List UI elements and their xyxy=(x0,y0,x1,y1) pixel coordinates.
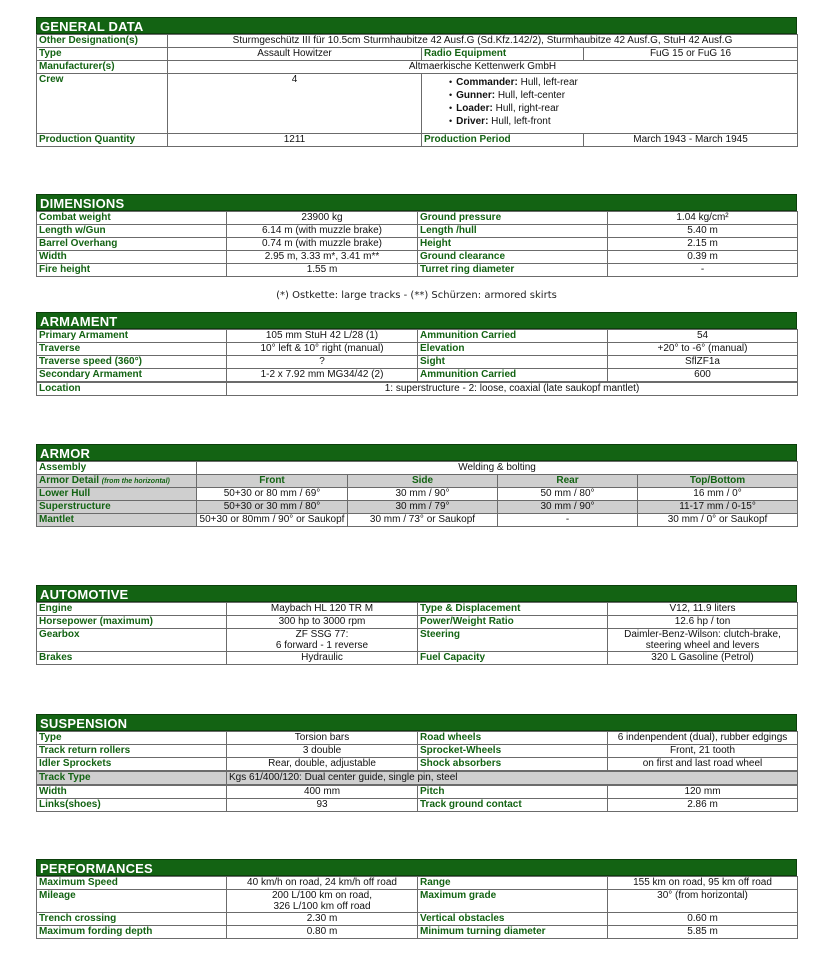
row-value: 23900 kg xyxy=(227,212,418,225)
row-label: Assembly xyxy=(37,462,197,475)
row-value: 50 mm / 80° xyxy=(498,488,638,501)
automotive-section xyxy=(36,585,797,665)
crew-count-value: 4 xyxy=(168,74,422,134)
general-data-section xyxy=(36,17,797,147)
dimensions-title: DIMENSIONS xyxy=(36,194,797,211)
table-row xyxy=(37,264,798,277)
automotive-table xyxy=(36,602,798,665)
row-value: SflZF1a xyxy=(608,356,798,369)
row-value: Maybach HL 120 TR M xyxy=(227,603,418,616)
crew-role: Loader: xyxy=(456,103,493,114)
production-period-value: March 1943 - March 1945 xyxy=(584,134,798,147)
row-value: 30 mm / 73° or Saukopf xyxy=(348,514,498,527)
crew-role: Driver: xyxy=(456,116,489,127)
track-type-value: Kgs 61/400/120: Dual center guide, single pin, steel xyxy=(227,772,798,785)
row-value: Torsion bars xyxy=(227,732,418,745)
row-value: 2.86 m xyxy=(608,799,798,812)
suspension-table-2 xyxy=(36,785,798,812)
armament-section xyxy=(36,312,797,396)
armor-section xyxy=(36,444,797,527)
row-value: Front, 21 tooth xyxy=(608,745,798,758)
crew-role: Gunner: xyxy=(456,90,496,101)
row-label: Ground clearance xyxy=(418,251,608,264)
row-label: Production Quantity xyxy=(37,134,168,147)
row-label: Length w/Gun xyxy=(37,225,227,238)
row-label: Horsepower (maximum) xyxy=(37,616,227,629)
row-label: Track Type xyxy=(37,772,227,785)
location-value: 1: superstructure - 2: loose, coaxial (late saukopf mantlet) xyxy=(227,383,798,396)
row-label: Maximum fording depth xyxy=(37,926,227,939)
armor-detail-text: Armor Detail xyxy=(39,475,100,486)
row-label: Engine xyxy=(37,603,227,616)
row-label: Sprocket-Wheels xyxy=(418,745,608,758)
row-value: 1.55 m xyxy=(227,264,418,277)
row-label: Vertical obstacles xyxy=(418,913,608,926)
production-qty-value: 1211 xyxy=(168,134,422,147)
row-value: 50+30 or 80mm / 90° or Saukopf xyxy=(197,514,348,527)
armor-column-header: Rear xyxy=(498,475,638,488)
general-data-table xyxy=(36,34,798,147)
row-value: 0.39 m xyxy=(608,251,798,264)
row-value: 6.14 m (with muzzle brake) xyxy=(227,225,418,238)
row-value: 320 L Gasoline (Petrol) xyxy=(608,652,798,665)
radio-value: FuG 15 or FuG 16 xyxy=(584,48,798,61)
armor-column-header: Side xyxy=(348,475,498,488)
table-row xyxy=(37,212,798,225)
row-value: 400 mm xyxy=(227,786,418,799)
row-value: 30 mm / 90° xyxy=(498,501,638,514)
row-value: 30 mm / 90° xyxy=(348,488,498,501)
row-value: 30° (from horizontal) xyxy=(608,890,798,913)
row-value: 40 km/h on road, 24 km/h off road xyxy=(227,877,418,890)
row-label: Links(shoes) xyxy=(37,799,227,812)
row-value: 155 km on road, 95 km off road xyxy=(608,877,798,890)
row-label: Type xyxy=(37,48,168,61)
row-value: 300 hp to 3000 rpm xyxy=(227,616,418,629)
crew-member: • Driver: Hull, left-front xyxy=(449,115,795,128)
manufacturer-value: Altmaerkische Kettenwerk GmbH xyxy=(168,61,798,74)
dimensions-note: (*) Ostkette: large tracks - (**) Schürzen: armored skirts xyxy=(276,290,557,301)
row-value: 6 indenpendent (dual), rubber edgings xyxy=(608,732,798,745)
table-row xyxy=(37,488,798,501)
row-value: 5.40 m xyxy=(608,225,798,238)
row-label: Length /hull xyxy=(418,225,608,238)
row-label: Minimum turning diameter xyxy=(418,926,608,939)
row-label: Idler Sprockets xyxy=(37,758,227,771)
row-label: Shock absorbers xyxy=(418,758,608,771)
table-row xyxy=(37,732,798,745)
table-row xyxy=(37,877,798,890)
row-value: 105 mm StuH 42 L/28 (1) xyxy=(227,330,418,343)
row-value: 50+30 or 80 mm / 69° xyxy=(197,488,348,501)
row-label: Track return rollers xyxy=(37,745,227,758)
row-value: 200 L/100 km on road, 326 L/100 km off road xyxy=(227,890,418,913)
row-value: Daimler-Benz-Wilson: clutch-brake, steering wheel and levers xyxy=(608,629,798,652)
row-label: Sight xyxy=(418,356,608,369)
crew-member: • Commander: Hull, left-rear xyxy=(449,76,795,89)
row-value: 5.85 m xyxy=(608,926,798,939)
table-row xyxy=(37,356,798,369)
row-label: Combat weight xyxy=(37,212,227,225)
armament-location-table xyxy=(36,382,798,396)
row-label: Pitch xyxy=(418,786,608,799)
row-label: Location xyxy=(37,383,227,396)
row-label: Fuel Capacity xyxy=(418,652,608,665)
crew-member: • Loader: Hull, right-rear xyxy=(449,102,795,115)
performances-table xyxy=(36,876,798,939)
row-value: 12.6 hp / ton xyxy=(608,616,798,629)
row-label: Mileage xyxy=(37,890,227,913)
row-label: Crew xyxy=(37,74,168,134)
table-row xyxy=(37,343,798,356)
row-value: 600 xyxy=(608,369,798,382)
table-row xyxy=(37,786,798,799)
crew-list xyxy=(424,76,795,128)
armor-column-header: Top/Bottom xyxy=(638,475,798,488)
row-label: Mantlet xyxy=(37,514,197,527)
assembly-value: Welding & bolting xyxy=(197,462,798,475)
general-data-title: GENERAL DATA xyxy=(36,17,797,34)
automotive-title: AUTOMOTIVE xyxy=(36,585,797,602)
armor-title: ARMOR xyxy=(36,444,797,461)
dimensions-table xyxy=(36,211,798,277)
row-value: 0.60 m xyxy=(608,913,798,926)
row-label: Width xyxy=(37,786,227,799)
row-value: 93 xyxy=(227,799,418,812)
row-value: 11-17 mm / 0-15° xyxy=(638,501,798,514)
armor-column-header: Front xyxy=(197,475,348,488)
table-row xyxy=(37,616,798,629)
armor-detail-label xyxy=(37,475,197,488)
row-value: 1-2 x 7.92 mm MG34/42 (2) xyxy=(227,369,418,382)
row-label: Trench crossing xyxy=(37,913,227,926)
row-label: Ammunition Carried xyxy=(418,330,608,343)
row-label: Height xyxy=(418,238,608,251)
performances-section xyxy=(36,859,797,939)
suspension-track-table xyxy=(36,771,798,785)
row-value: 1.04 kg/cm² xyxy=(608,212,798,225)
row-value: - xyxy=(498,514,638,527)
row-label: Range xyxy=(418,877,608,890)
row-label: Radio Equipment xyxy=(422,48,584,61)
row-label: Ground pressure xyxy=(418,212,608,225)
suspension-table xyxy=(36,731,798,771)
table-row xyxy=(37,501,798,514)
row-label: Gearbox xyxy=(37,629,227,652)
table-row xyxy=(37,225,798,238)
armament-title: ARMAMENT xyxy=(36,312,797,329)
row-value: 2.95 m, 3.33 m*, 3.41 m** xyxy=(227,251,418,264)
row-label: Width xyxy=(37,251,227,264)
row-label: Power/Weight Ratio xyxy=(418,616,608,629)
row-label: Barrel Overhang xyxy=(37,238,227,251)
table-row xyxy=(37,330,798,343)
row-value: - xyxy=(608,264,798,277)
table-row xyxy=(37,251,798,264)
row-label: Steering xyxy=(418,629,608,652)
row-label: Ammunition Carried xyxy=(418,369,608,382)
armor-table xyxy=(36,461,798,527)
table-row xyxy=(37,369,798,382)
row-value: +20° to -6° (manual) xyxy=(608,343,798,356)
row-label: Maximum grade xyxy=(418,890,608,913)
crew-roles xyxy=(422,74,798,134)
table-row xyxy=(37,238,798,251)
row-label: Brakes xyxy=(37,652,227,665)
row-value: 30 mm / 79° xyxy=(348,501,498,514)
armament-table xyxy=(36,329,798,382)
row-value: 10° left & 10° right (manual) xyxy=(227,343,418,356)
row-value: 120 mm xyxy=(608,786,798,799)
other-designation-value: Sturmgeschütz III für 10.5cm Sturmhaubitze 42 Ausf.G (Sd.Kfz.142/2), Sturmhaubitze 42 Ausf.G, StuH 42 Ausf.G xyxy=(168,35,798,48)
row-label: Type xyxy=(37,732,227,745)
row-label: Road wheels xyxy=(418,732,608,745)
row-label: Production Period xyxy=(422,134,584,147)
suspension-section xyxy=(36,714,797,812)
table-row xyxy=(37,629,798,652)
row-value: V12, 11.9 liters xyxy=(608,603,798,616)
row-value: on first and last road wheel xyxy=(608,758,798,771)
row-label: Secondary Armament xyxy=(37,369,227,382)
row-label: Manufacturer(s) xyxy=(37,61,168,74)
suspension-title: SUSPENSION xyxy=(36,714,797,731)
crew-role: Commander: xyxy=(456,77,518,88)
row-value: Hydraulic xyxy=(227,652,418,665)
performances-title: PERFORMANCES xyxy=(36,859,797,876)
row-value: 0.74 m (with muzzle brake) xyxy=(227,238,418,251)
row-value: 2.15 m xyxy=(608,238,798,251)
row-label: Fire height xyxy=(37,264,227,277)
type-value: Assault Howitzer xyxy=(168,48,422,61)
row-value: Rear, double, adjustable xyxy=(227,758,418,771)
table-row xyxy=(37,926,798,939)
table-row xyxy=(37,890,798,913)
row-value: 54 xyxy=(608,330,798,343)
table-row xyxy=(37,799,798,812)
row-value: 2.30 m xyxy=(227,913,418,926)
row-label: Type & Displacement xyxy=(418,603,608,616)
table-row xyxy=(37,758,798,771)
row-label: Traverse speed (360°) xyxy=(37,356,227,369)
row-label: Elevation xyxy=(418,343,608,356)
row-value: 0.80 m xyxy=(227,926,418,939)
row-value: ? xyxy=(227,356,418,369)
row-label: Primary Armament xyxy=(37,330,227,343)
row-label: Maximum Speed xyxy=(37,877,227,890)
row-value: ZF SSG 77: 6 forward - 1 reverse xyxy=(227,629,418,652)
row-label: Lower Hull xyxy=(37,488,197,501)
row-label: Traverse xyxy=(37,343,227,356)
table-row xyxy=(37,913,798,926)
table-row xyxy=(37,745,798,758)
row-value: 30 mm / 0° or Saukopf xyxy=(638,514,798,527)
row-value: 50+30 or 30 mm / 80° xyxy=(197,501,348,514)
armor-detail-note: (from the horizontal) xyxy=(101,478,170,485)
row-value: 3 double xyxy=(227,745,418,758)
table-row xyxy=(37,652,798,665)
crew-member: • Gunner: Hull, left-center xyxy=(449,89,795,102)
dimensions-section xyxy=(36,194,797,277)
row-label: Turret ring diameter xyxy=(418,264,608,277)
table-row xyxy=(37,603,798,616)
table-row xyxy=(37,514,798,527)
row-label: Track ground contact xyxy=(418,799,608,812)
row-label: Superstructure xyxy=(37,501,197,514)
row-value: 16 mm / 0° xyxy=(638,488,798,501)
row-label: Other Designation(s) xyxy=(37,35,168,48)
